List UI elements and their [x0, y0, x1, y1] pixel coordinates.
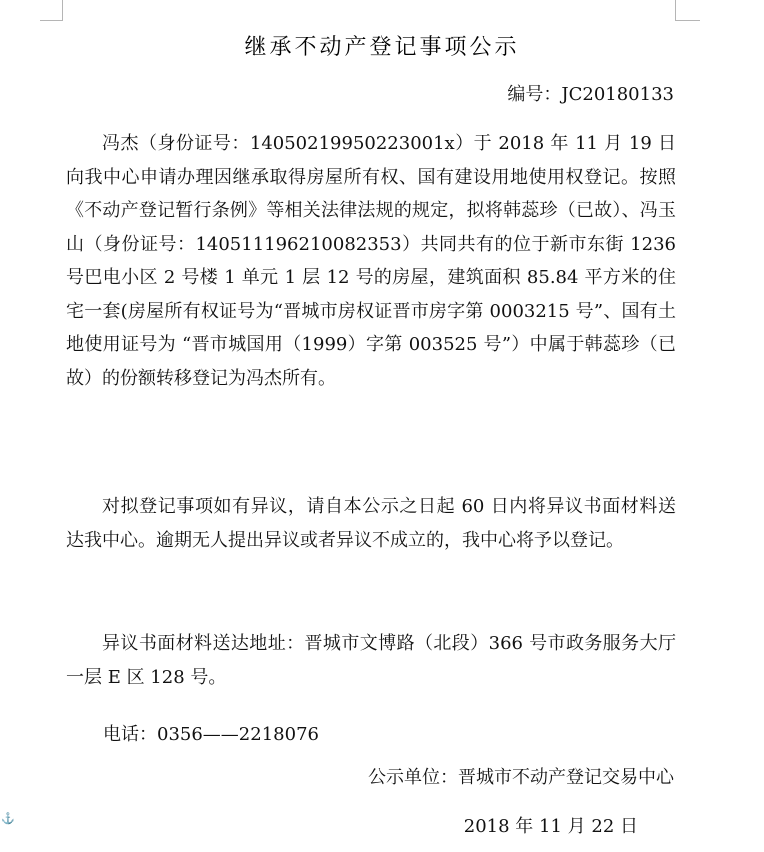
body-paragraph-address: 异议书面材料送达地址：晋城市文博路（北段）366 号市政务服务大厅一层 E 区 128 号。: [66, 633, 676, 688]
paragraph-anchor-icon: ⚓: [1, 812, 15, 825]
body-paragraph-objection: 对拟登记事项如有异议，请自本公示之日起 60 日内将异议书面材料送达我中心。逾期无人提出异议或者异议不成立的，我中心将予以登记。: [66, 496, 676, 551]
body-paragraph-application: 冯杰（身份证号：14050219950223001x）于 2018 年 11 月 19 日向我中心申请办理因继承取得房屋所有权、国有建设用地使用权登记。按照《不动产登记暂行条例》等相关法律法规的规定，拟将韩蕊珍（已故）、冯玉山（身份证号：140511196210082353）共同共有的位于新市东街 1236 号巴电小区 2 号楼 1 单元 1 层 12 号的房屋，建筑面积 85.84 平方米的住宅一套(房屋所有权证号为“晋城市房权证晋市房字第 0003215 号”、国有土地使用证号为 “晋市城国用（1999）字第 003525 号”）中属于韩蕊珍（已故）的份额转移登记为冯杰所有。: [66, 133, 676, 389]
issue-date: 2018 年 11 月 22 日: [463, 816, 638, 837]
page-corner-mark-left: [40, 0, 63, 21]
page-corner-mark-right: [675, 0, 700, 21]
serial-number: 编号：JC20180133: [507, 84, 674, 105]
contact-phone: 电话：0356——2218076: [103, 724, 319, 745]
document-title: 继承不动产登记事项公示: [244, 35, 520, 60]
issuing-unit: 公示单位：晋城市不动产登记交易中心: [368, 767, 674, 788]
